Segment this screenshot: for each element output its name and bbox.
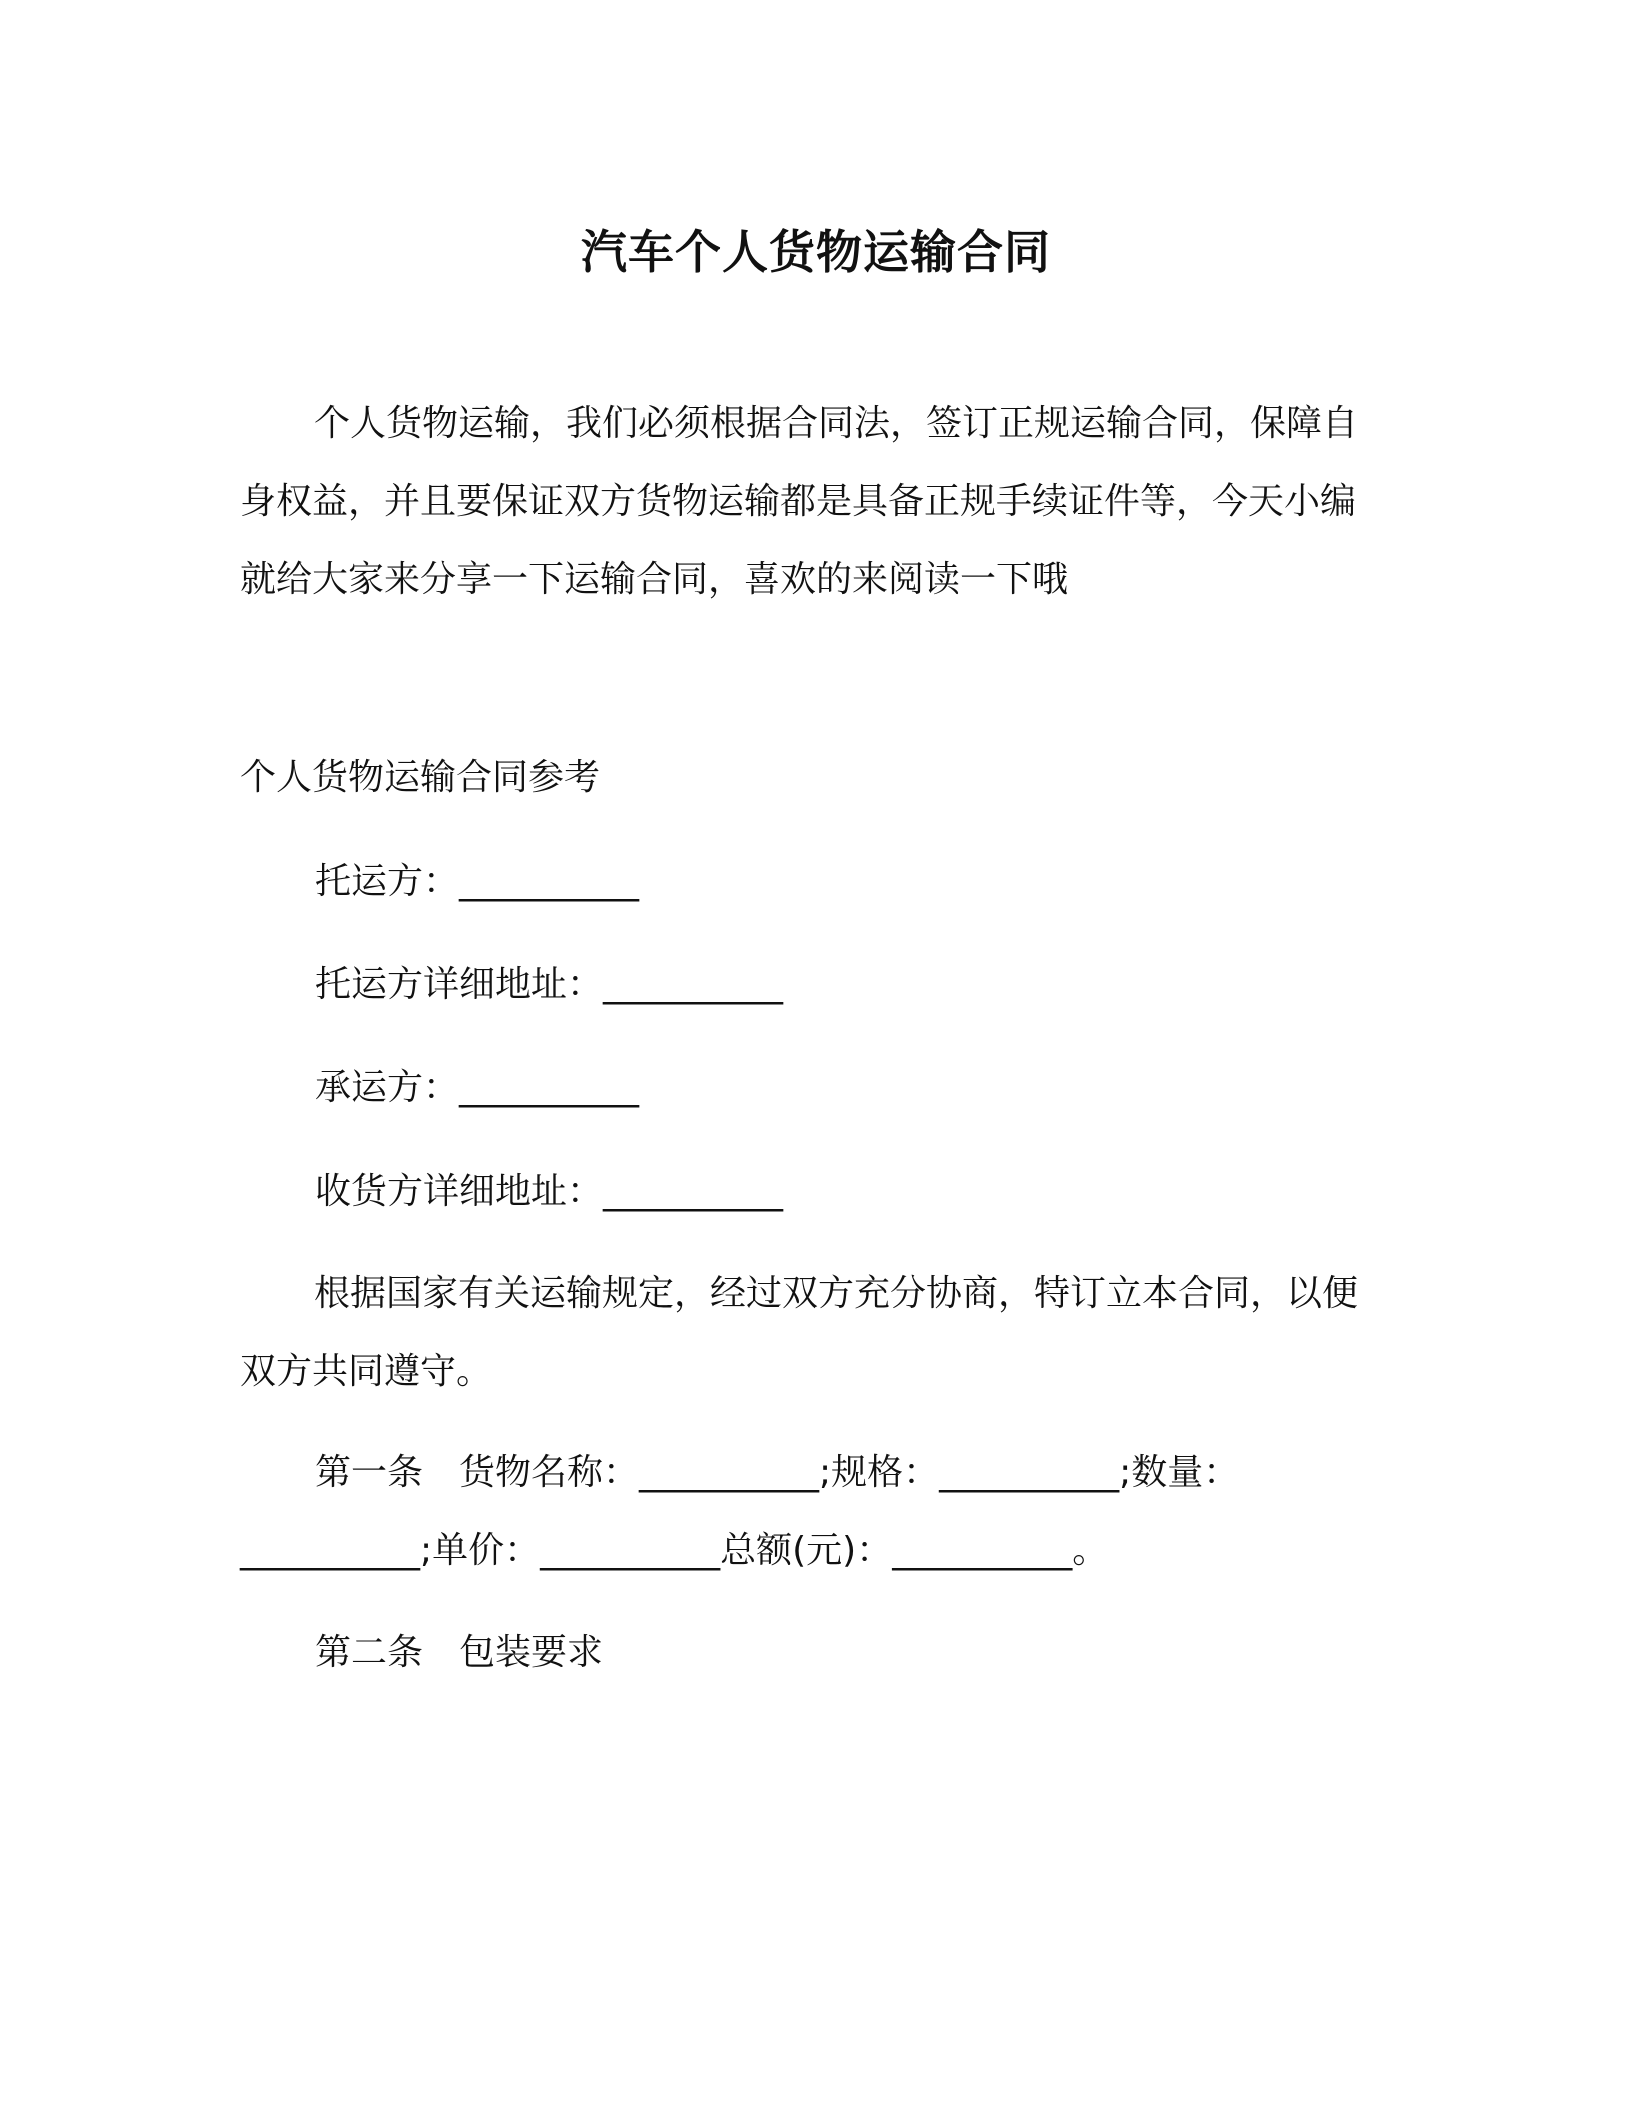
preamble-paragraph: 根据国家有关运输规定，经过双方充分协商，特订立本合同，以便双方共同遵守。 xyxy=(240,1273,1359,1392)
document-title: 汽车个人货物运输合同 xyxy=(581,225,1051,279)
consignee-address-field: 收货方详细地址：__________ xyxy=(315,1171,784,1212)
intro-paragraph: 个人货物运输，我们必须根据合同法，签订正规运输合同，保障自身权益，并且要保证双方货物运输都是具备正规手续证件等，今天小编就给大家来分享一下运输合同，喜欢的来阅读一下哦 xyxy=(240,403,1359,600)
shipper-field: 托运方：__________ xyxy=(315,861,640,902)
carrier-field: 承运方：__________ xyxy=(315,1067,640,1108)
article-2-heading: 第二条 包装要求 xyxy=(315,1632,604,1673)
article-1-line-1: 第一条 货物名称：__________;规格：__________;数量： xyxy=(315,1452,1240,1493)
shipper-address-field: 托运方详细地址：__________ xyxy=(315,964,784,1005)
article-1-line-2: __________;单价：__________总额(元)：__________。 xyxy=(240,1530,1109,1571)
section-heading: 个人货物运输合同参考 xyxy=(240,757,601,798)
